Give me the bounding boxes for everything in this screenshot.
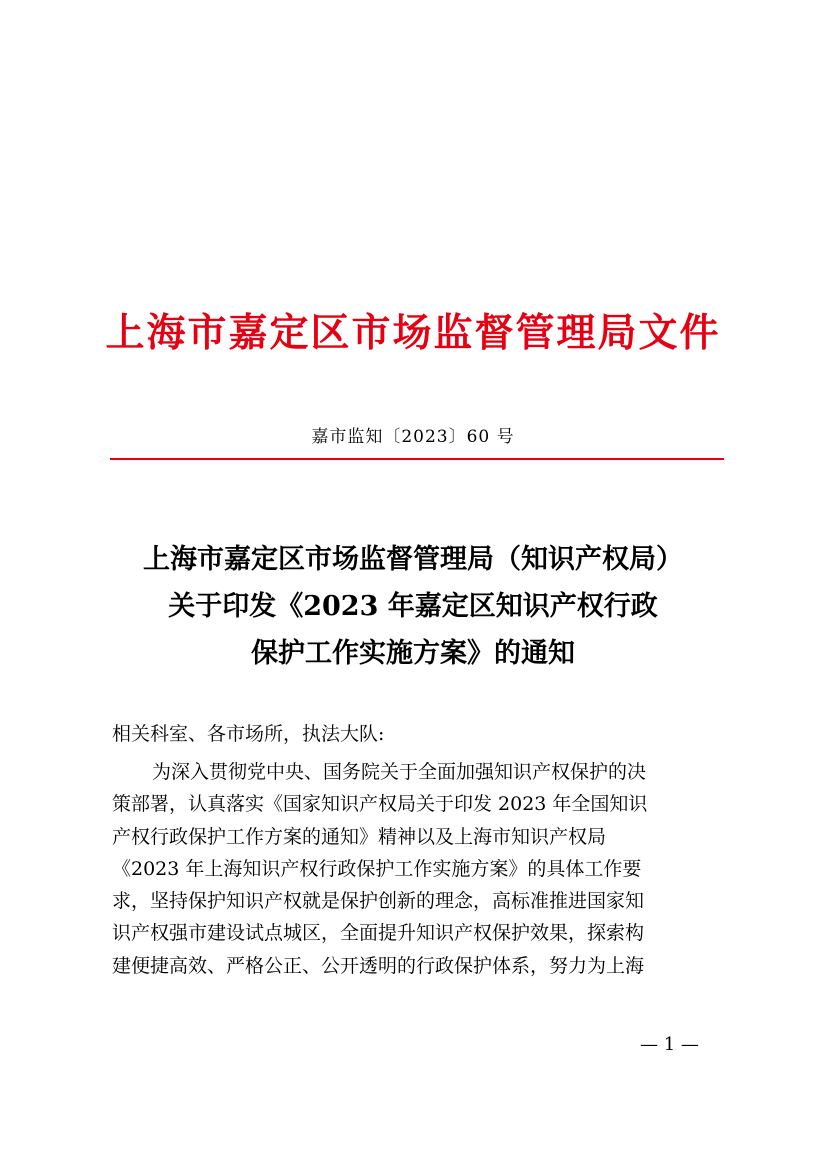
page-number: — 1 — (640, 1034, 699, 1055)
notice-title-line: 上海市嘉定区市场监督管理局（知识产权局） (143, 544, 683, 575)
notice-title-line: 保护工作实施方案》的通知 (251, 638, 575, 669)
body-paragraph (112, 756, 724, 982)
red-separator-line (110, 458, 724, 460)
notice-title (100, 536, 726, 677)
notice-title-line: 关于印发《2023 年嘉定区知识产权行政 (168, 591, 658, 622)
body-line: 识产权强市建设试点城区，全面提升知识产权保护效果，探索构 (112, 922, 645, 945)
body-line: 为深入贯彻党中央、国务院关于全面加强知识产权保护的决 (152, 761, 647, 783)
body-line: 产权行政保护工作方案的通知》精神以及上海市知识产权局 (112, 825, 607, 848)
document-number: 嘉市监知〔2023〕60 号 (311, 427, 515, 447)
body-line: 建便捷高效、严格公正、公开透明的行政保护体系，努力为上海 (112, 954, 645, 977)
body-line: 《2023 年上海知识产权行政保护工作实施方案》的具体工作要 (112, 857, 642, 880)
addressee-line: 相关科室、各市场所，执法大队: (112, 723, 385, 745)
issuing-authority-header: 上海市嘉定区市场监督管理局文件 (105, 310, 721, 356)
body-line: 策部署，认真落实《国家知识产权局关于印发 2023 年全国知识 (112, 793, 648, 816)
body-line: 求，坚持保护知识产权就是保护创新的理念，高标准推进国家知 (112, 890, 645, 913)
